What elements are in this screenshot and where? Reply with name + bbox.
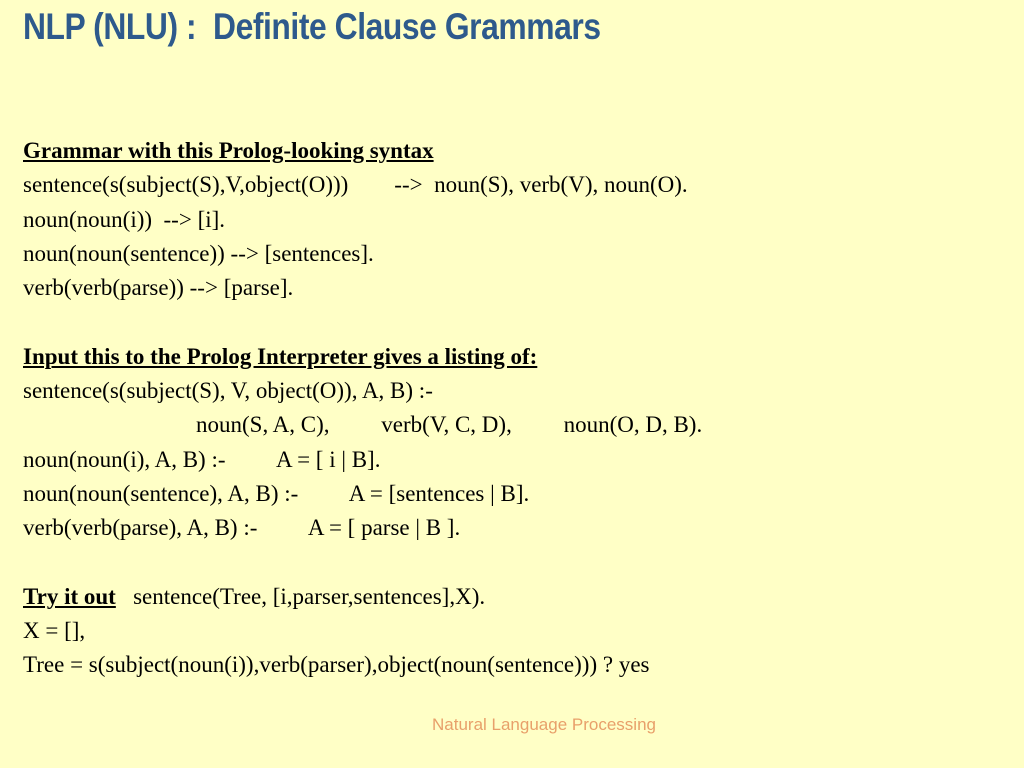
- try-it-out-line: [23, 580, 702, 614]
- grammar-rule-noun-sentence: noun(noun(sentence)) --> [sentences].: [23, 240, 374, 266]
- result-tree: Tree = s(subject(noun(i)),verb(parser),object(noun(sentence))) ? yes: [23, 652, 650, 678]
- listing-clause-noun-i: noun(noun(i), A, B) :- A = [ i | B].: [23, 446, 381, 472]
- try-it-out-heading: Try it out: [23, 583, 116, 609]
- grammar-rule-verb-parse: verb(verb(parse)) --> [parse].: [23, 275, 294, 301]
- listing-clause-sentence-head: sentence(s(subject(S), V, object(O)), A, B) :-: [23, 378, 433, 404]
- spacer: [23, 546, 702, 580]
- grammar-rule-noun-i: noun(noun(i)) --> [i].: [23, 206, 226, 232]
- listing-clause-sentence-body: noun(S, A, C), verb(V, C, D), noun(O, D, B).: [196, 412, 703, 438]
- spacer: [23, 305, 702, 339]
- slide-title: NLP (NLU) : Definite Clause Grammars: [23, 6, 601, 47]
- listing-heading: Input this to the Prolog Interpreter gives a listing of:: [23, 343, 538, 369]
- try-query: sentence(Tree, [i,parser,sentences],X).: [115, 583, 486, 609]
- result-x: X = [],: [23, 618, 86, 644]
- listing-clause-noun-sentence: noun(noun(sentence), A, B) :- A = [sentences | B].: [23, 480, 530, 506]
- listing-clause-verb-parse: verb(verb(parse), A, B) :- A = [ parse | B ].: [23, 515, 461, 541]
- slide-footer: Natural Language Processing: [432, 715, 656, 734]
- slide-body: [23, 134, 702, 683]
- grammar-rule-sentence: sentence(s(subject(S),V,object(O))) --> noun(S), verb(V), noun(O).: [23, 172, 688, 198]
- grammar-heading: Grammar with this Prolog-looking syntax: [23, 138, 434, 163]
